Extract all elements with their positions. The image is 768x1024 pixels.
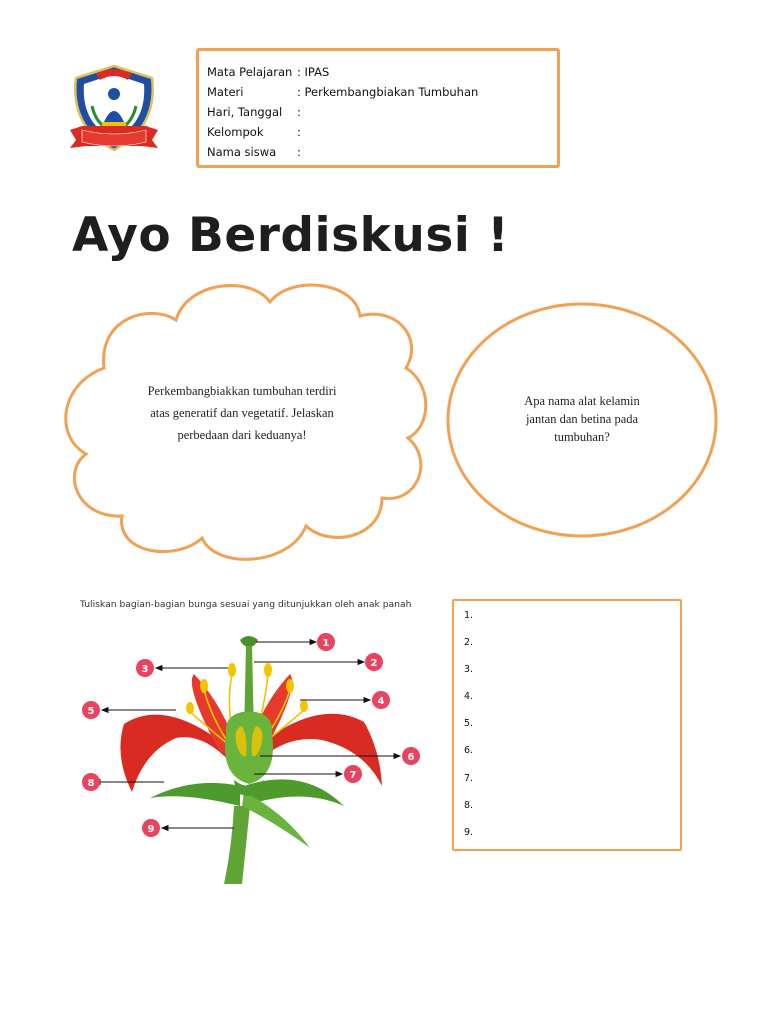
marker-4 bbox=[372, 691, 390, 709]
header-colon: : bbox=[297, 125, 301, 139]
marker-5 bbox=[82, 701, 100, 719]
cloud-line: Perkembangbiakkan tumbuhan terdiri bbox=[147, 384, 337, 398]
marker-label: 3 bbox=[141, 664, 149, 675]
sepal-left bbox=[150, 783, 240, 806]
header-value: IPAS bbox=[304, 65, 330, 79]
answer-line-5: 5. bbox=[464, 718, 474, 729]
header-label: Nama siswa bbox=[207, 145, 277, 159]
header-colon: : bbox=[297, 105, 301, 119]
ovary bbox=[225, 712, 273, 784]
marker-label: 9 bbox=[147, 824, 155, 835]
marker-9 bbox=[142, 819, 160, 837]
answer-line-8: 8. bbox=[464, 800, 474, 811]
marker-label: 4 bbox=[377, 696, 385, 707]
header-colon: : bbox=[297, 85, 301, 99]
header-colon: : bbox=[297, 65, 301, 79]
answer-line-9: 9. bbox=[464, 827, 474, 838]
answer-line-3: 3. bbox=[464, 664, 474, 675]
answer-line-6: 6. bbox=[464, 745, 474, 756]
ellipse-line: jantan dan betina pada bbox=[525, 412, 639, 426]
ellipse-line: Apa nama alat kelamin bbox=[524, 394, 640, 408]
cloud-question bbox=[110, 380, 374, 446]
marker-6 bbox=[402, 747, 420, 765]
stem bbox=[224, 806, 250, 884]
header-label: Hari, Tanggal bbox=[207, 105, 283, 119]
header-info-box bbox=[196, 48, 560, 168]
cloud-line: atas generatif dan vegetatif. Jelaskan bbox=[150, 406, 334, 420]
marker-2 bbox=[365, 653, 383, 671]
marker-label: 5 bbox=[87, 706, 95, 717]
header-row-group bbox=[207, 125, 301, 139]
marker-1 bbox=[317, 633, 335, 651]
header-value: Perkembangbiakan Tumbuhan bbox=[304, 85, 479, 99]
instruction-text: Tuliskan bagian-bagian bunga sesuai yang ditunjukkan oleh anak panah bbox=[80, 599, 412, 610]
answer-line-2: 2. bbox=[464, 637, 474, 648]
marker-label: 1 bbox=[322, 638, 330, 649]
marker-label: 6 bbox=[407, 752, 415, 763]
header-row-material bbox=[207, 85, 478, 99]
answer-line-1: 1. bbox=[464, 610, 474, 621]
header-label: Mata Pelajaran bbox=[207, 65, 293, 79]
marker-label: 2 bbox=[370, 658, 378, 669]
school-logo bbox=[66, 60, 162, 160]
header-row-subject bbox=[207, 65, 329, 79]
ellipse-question bbox=[480, 392, 684, 446]
answer-line-7: 7. bbox=[464, 773, 474, 784]
answer-line-4: 4. bbox=[464, 691, 474, 702]
stigma bbox=[240, 636, 258, 646]
marker-8 bbox=[82, 773, 100, 791]
header-row-name bbox=[207, 145, 301, 159]
header-label: Materi bbox=[207, 85, 244, 99]
marker-label: 8 bbox=[87, 778, 95, 789]
answer-box bbox=[452, 599, 682, 851]
header-colon: : bbox=[297, 145, 301, 159]
header-row-date bbox=[207, 105, 301, 119]
marker-label: 7 bbox=[349, 770, 357, 781]
page-title: Ayo Berdiskusi ! bbox=[72, 208, 510, 263]
marker-3 bbox=[136, 659, 154, 677]
sepal-front bbox=[242, 792, 310, 848]
cloud-line: perbedaan dari keduanya! bbox=[177, 428, 307, 442]
header-label: Kelompok bbox=[207, 125, 264, 139]
marker-7 bbox=[344, 765, 362, 783]
ellipse-line: tumbuhan? bbox=[554, 430, 610, 444]
flower-diagram bbox=[64, 616, 428, 886]
